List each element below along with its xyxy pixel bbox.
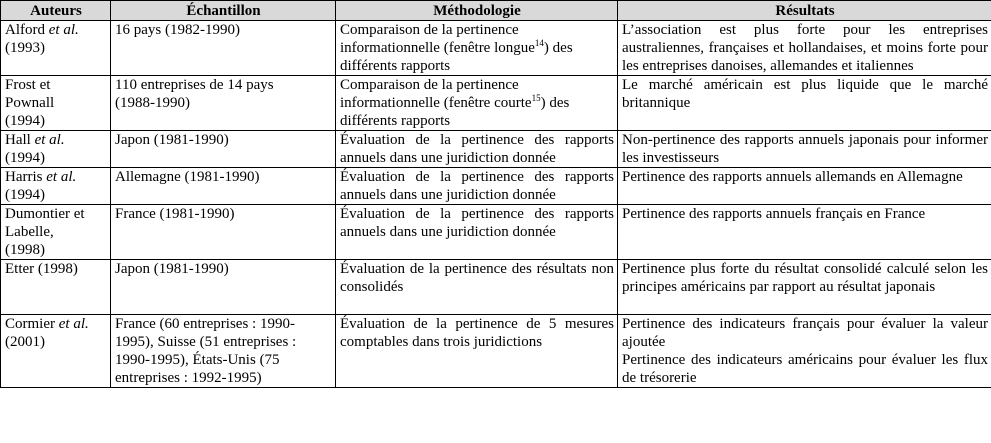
methodology-text: ) des (540, 95, 570, 111)
cell-auteurs (1, 21, 111, 76)
table-row (1, 168, 991, 205)
methodology-line (340, 39, 614, 57)
author-year: (2001) (5, 334, 45, 350)
cell-methodologie: Évaluation de la pertinence des résultats non consolidés (336, 260, 618, 315)
header-auteurs: Auteurs (1, 1, 111, 21)
cell-auteurs (1, 131, 111, 168)
table-row (1, 76, 991, 131)
sample-line: (1988-1990) (115, 95, 190, 111)
author-year: (1994) (5, 113, 45, 129)
author-etal: et al. (48, 22, 79, 38)
author-name: Dumontier et (5, 206, 85, 222)
cell-echantillon: France (1981-1990) (111, 205, 336, 260)
cell-resultats: Non-pertinence des rapports annuels japonais pour informer les investisseurs (618, 131, 991, 168)
author-name: Harris (5, 169, 47, 185)
methodology-text: informationnelle (fenêtre longue (340, 40, 535, 56)
header-row (1, 1, 991, 21)
author-name: Alford (5, 22, 49, 38)
cell-resultats (618, 315, 991, 388)
author-name: Pownall (5, 95, 55, 111)
table-row (1, 205, 991, 260)
author-name: Labelle, (5, 224, 54, 240)
sample-line: France (60 entreprises : 1990- (115, 316, 295, 332)
cell-auteurs (1, 315, 111, 388)
cell-methodologie: Évaluation de la pertinence des rapports annuels dans une juridiction donnée (336, 131, 618, 168)
cell-echantillon: Allemagne (1981-1990) (111, 168, 336, 205)
cell-resultats: Pertinence plus forte du résultat consolidé calculé selon les principes américains par rapport au résultat japonais (618, 260, 991, 315)
footnote-ref: 15 (531, 93, 541, 103)
table-row (1, 131, 991, 168)
sample-line: 1995), Suisse (51 entreprises : (115, 334, 297, 350)
cell-auteurs: Etter (1998) (1, 260, 111, 315)
header-echantillon: Échantillon (111, 1, 336, 21)
cell-echantillon: Japon (1981-1990) (111, 260, 336, 315)
methodology-line: différents rapports (340, 113, 451, 129)
table-row (1, 21, 991, 76)
table-row (1, 315, 991, 388)
author-name: Frost et (5, 77, 51, 93)
methodology-line: Comparaison de la pertinence (340, 77, 519, 93)
methodology-text: ) des (543, 40, 573, 56)
cell-auteurs (1, 205, 111, 260)
cell-resultats: Le marché américain est plus liquide que le marché britannique (618, 76, 991, 131)
author-etal: et al. (46, 169, 77, 185)
cell-methodologie: Évaluation de la pertinence des rapports annuels dans une juridiction donnée (336, 168, 618, 205)
author-year: (1994) (5, 187, 45, 203)
author-year: (1993) (5, 40, 45, 56)
cell-methodologie: Évaluation de la pertinence de 5 mesures comptables dans trois juridictions (336, 315, 618, 388)
author-year: (1998) (5, 242, 45, 258)
sample-line: 1990-1995), États-Unis (75 (115, 352, 280, 368)
author-etal: et al. (34, 132, 65, 148)
methodology-line: Comparaison de la pertinence (340, 22, 519, 38)
cell-echantillon (111, 76, 336, 131)
author-name: Cormier (5, 316, 59, 332)
cell-resultats: Pertinence des rapports annuels allemands en Allemagne (618, 168, 991, 205)
author-year: (1994) (5, 150, 45, 166)
sample-line: entreprises : 1992-1995) (115, 370, 262, 386)
header-resultats: Résultats (618, 1, 991, 21)
cell-resultats: L’association est plus forte pour les entreprises australiennes, françaises et hollandaises, et moins forte pour les entreprises danoises, allemandes et italiennes (618, 21, 991, 76)
cell-resultats: Pertinence des rapports annuels français en France (618, 205, 991, 260)
author-name: Hall (5, 132, 35, 148)
header-methodologie: Méthodologie (336, 1, 618, 21)
cell-methodologie (336, 21, 618, 76)
footnote-ref: 14 (534, 38, 544, 48)
methodology-line: différents rapports (340, 58, 451, 74)
table-row (1, 260, 991, 315)
methodology-text: informationnelle (fenêtre courte (340, 95, 532, 111)
cell-echantillon (111, 315, 336, 388)
cell-echantillon: 16 pays (1982-1990) (111, 21, 336, 76)
result-paragraph: Pertinence des indicateurs français pour évaluer la valeur ajoutée (622, 316, 988, 350)
author-etal: et al. (58, 316, 89, 332)
cell-auteurs (1, 168, 111, 205)
cell-auteurs (1, 76, 111, 131)
cell-methodologie: Évaluation de la pertinence des rapports annuels dans une juridiction donnée (336, 205, 618, 260)
cell-methodologie (336, 76, 618, 131)
result-paragraph: Pertinence des indicateurs américains pour évaluer les flux de trésorerie (622, 352, 988, 386)
methodology-line (340, 94, 614, 112)
cell-echantillon: Japon (1981-1990) (111, 131, 336, 168)
sample-line: 110 entreprises de 14 pays (115, 77, 274, 93)
